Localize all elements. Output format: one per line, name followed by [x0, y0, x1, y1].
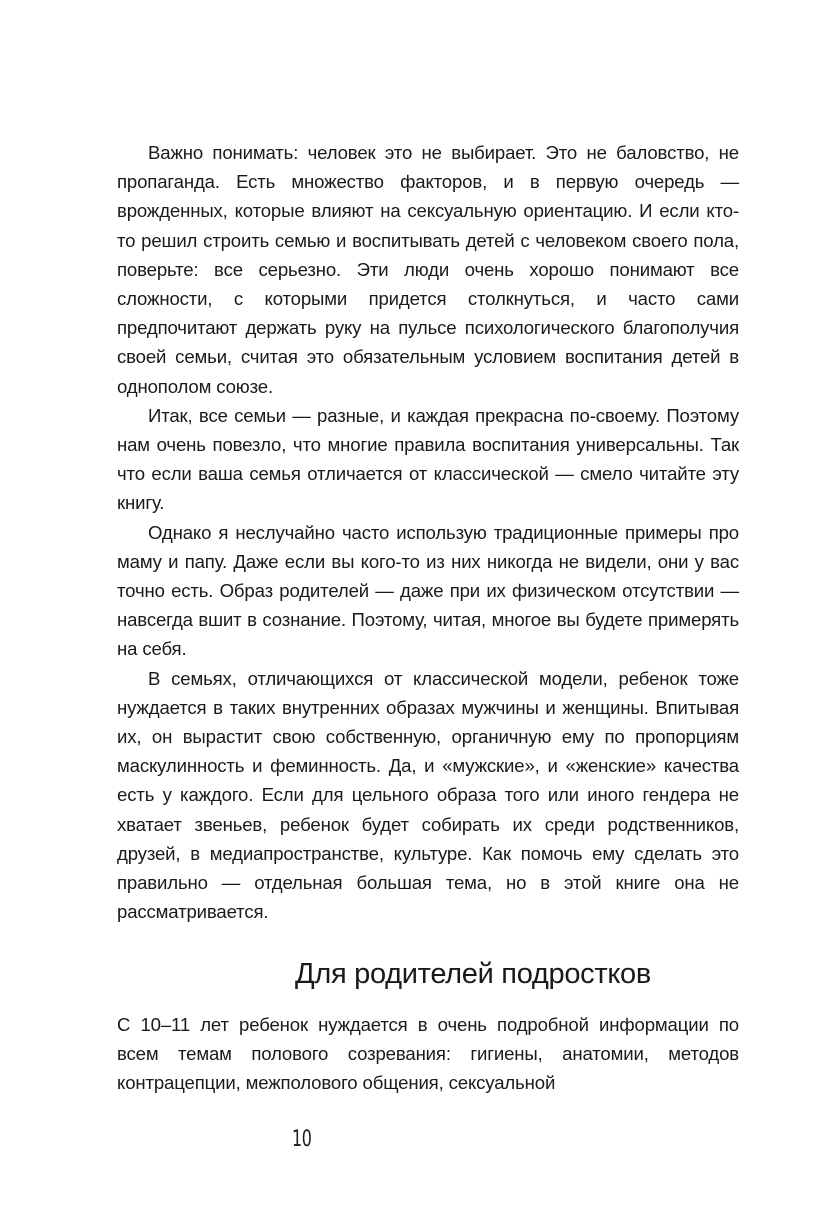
page-number: 10 [292, 1127, 312, 1152]
section-body [117, 1010, 739, 1098]
paragraph-4: В семьях, отличающихся от классической модели, ребенок тоже нуждается в таких внутренних образах мужчины и женщины. Впитывая их, он вырастит свою собственную, органичную ему по пропорциям маскулинность и феминность. Да, и «мужские», и «женские» качества есть у каждого. Если для цельного образа того или иного гендера не хватает звеньев, ребенок будет собирать их среди родственников, друзей, в медиапространстве, культуре. Как помочь ему сделать это правильно — отдельная большая тема, но в этой книге она не рассматривается. [117, 667, 739, 923]
paragraph-2: Итак, все семьи — разные, и каждая прекрасна по-своему. Поэтому нам очень повезло, что многие правила воспитания универсальны. Так что если ваша семья отличается от классической — смело читайте эту книгу. [117, 404, 739, 514]
section-paragraph-1: С 10–11 лет ребенок нуждается в очень подробной информации по всем темам полового созревания: гигиены, анатомии, методов контрацепции, межполового общения, сексуальной [117, 1014, 739, 1094]
paragraph-3: Однако я неслучайно часто использую традиционные примеры про маму и папу. Даже если вы кого-то из них никогда не видели, они у вас точно есть. Образ родителей — даже при их физическом отсутствии — навсегда вшит в сознание. Поэтому, читая, многое вы будете примерять на себя. [117, 521, 739, 660]
section-heading: Для родителей подростков [295, 958, 651, 990]
book-page [117, 138, 739, 1094]
paragraph-1: Важно понимать: человек это не выбирает. Это не баловство, не пропаганда. Есть множество факторов, и в первую очередь — врожденных, которые влияют на сексуальную ориентацию. И если кто-то решил строить семью и воспитывать детей с человеком своего пола, поверьте: все серьезно. Эти люди очень хорошо понимают все сложности, с которыми придется столкнуться, и часто сами предпочитают держать руку на пульсе психологического благополучия своей семьи, считая это обязательным условием воспитания детей в однополом союзе. [117, 142, 739, 397]
